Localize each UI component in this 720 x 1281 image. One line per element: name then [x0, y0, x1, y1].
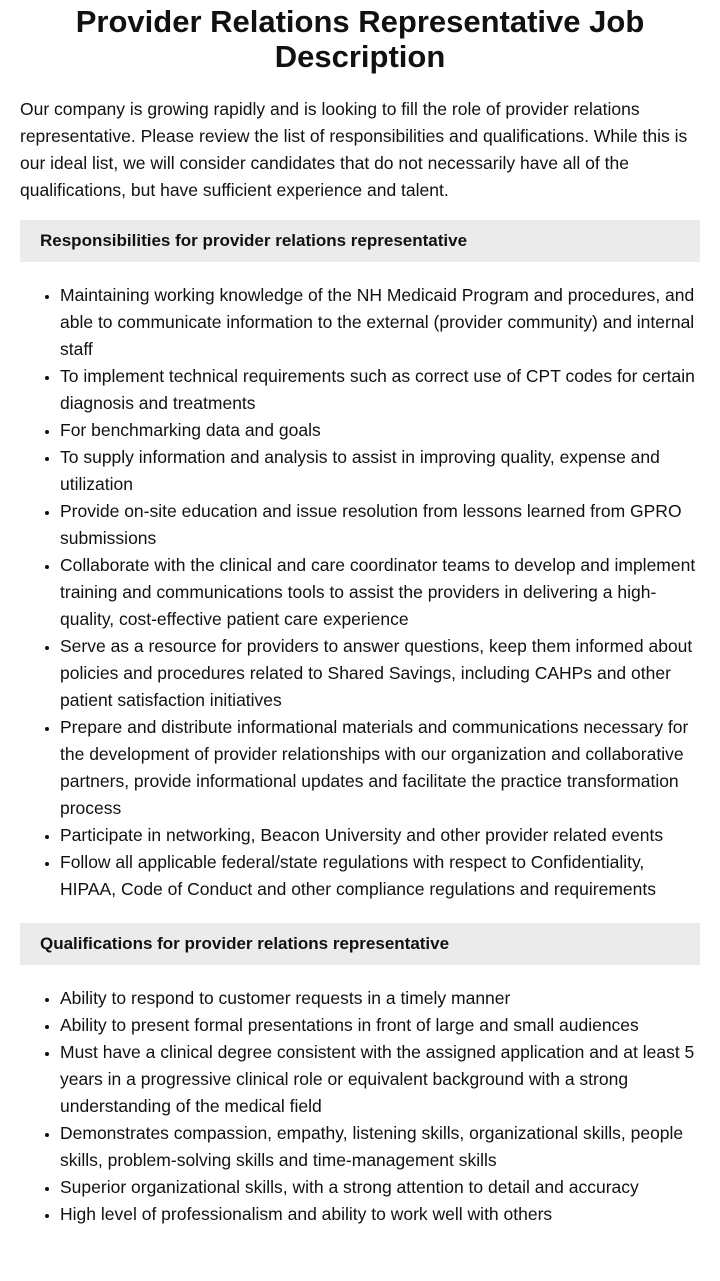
list-item: • To implement technical requirements such as correct use of CPT codes for certain diagnosis and treatments [60, 363, 700, 417]
page-title: Provider Relations Representative Job Description [75, 4, 645, 74]
list-item: • To supply information and analysis to assist in improving quality, expense and utilization [60, 444, 700, 498]
list-item: • Participate in networking, Beacon University and other provider related events [60, 822, 700, 849]
list-item: • Follow all applicable federal/state regulations with respect to Confidentiality, HIPAA, Code of Conduct and other compliance regulations and requirements [60, 849, 700, 903]
list-item: • Maintaining working knowledge of the NH Medicaid Program and procedures, and able to communicate information to the external (provider community) and internal staff [60, 282, 700, 363]
list-item: • Collaborate with the clinical and care coordinator teams to develop and implement training and communications tools to assist the providers in delivering a high-quality, cost-effective patient care experience [60, 552, 700, 633]
list-item: • Provide on-site education and issue resolution from lessons learned from GPRO submissions [60, 498, 700, 552]
list-item: • Ability to present formal presentations in front of large and small audiences [60, 1012, 700, 1039]
qualifications-list [0, 985, 700, 1228]
responsibilities-list [0, 282, 700, 903]
list-item: • For benchmarking data and goals [60, 417, 700, 444]
list-item: • Prepare and distribute informational materials and communications necessary for the development of provider relationships with our organization and collaborative partners, provide informational updates and facilitate the practice transformation process [60, 714, 700, 822]
list-item: • High level of professionalism and ability to work well with others [60, 1201, 700, 1228]
intro-paragraph: Our company is growing rapidly and is looking to fill the role of provider relations representative. Please review the list of responsibilities and qualifications. While this is our ideal list, we will consider candidates that do not necessarily have all of the qualifications, but have sufficient experience and talent. [20, 99, 688, 200]
qualifications-heading: Qualifications for provider relations representative [20, 923, 700, 965]
responsibilities-heading: Responsibilities for provider relations representative [20, 220, 700, 262]
list-item: • Demonstrates compassion, empathy, listening skills, organizational skills, people skills, problem-solving skills and time-management skills [60, 1120, 700, 1174]
list-item: • Serve as a resource for providers to answer questions, keep them informed about policies and procedures related to Shared Savings, including CAHPs and other patient satisfaction initiatives [60, 633, 700, 714]
list-item: • Superior organizational skills, with a strong attention to detail and accuracy [60, 1174, 700, 1201]
list-item: • Must have a clinical degree consistent with the assigned application and at least 5 years in a progressive clinical role or equivalent background with a strong understanding of the medical field [60, 1039, 700, 1120]
list-item: • Ability to respond to customer requests in a timely manner [60, 985, 700, 1012]
